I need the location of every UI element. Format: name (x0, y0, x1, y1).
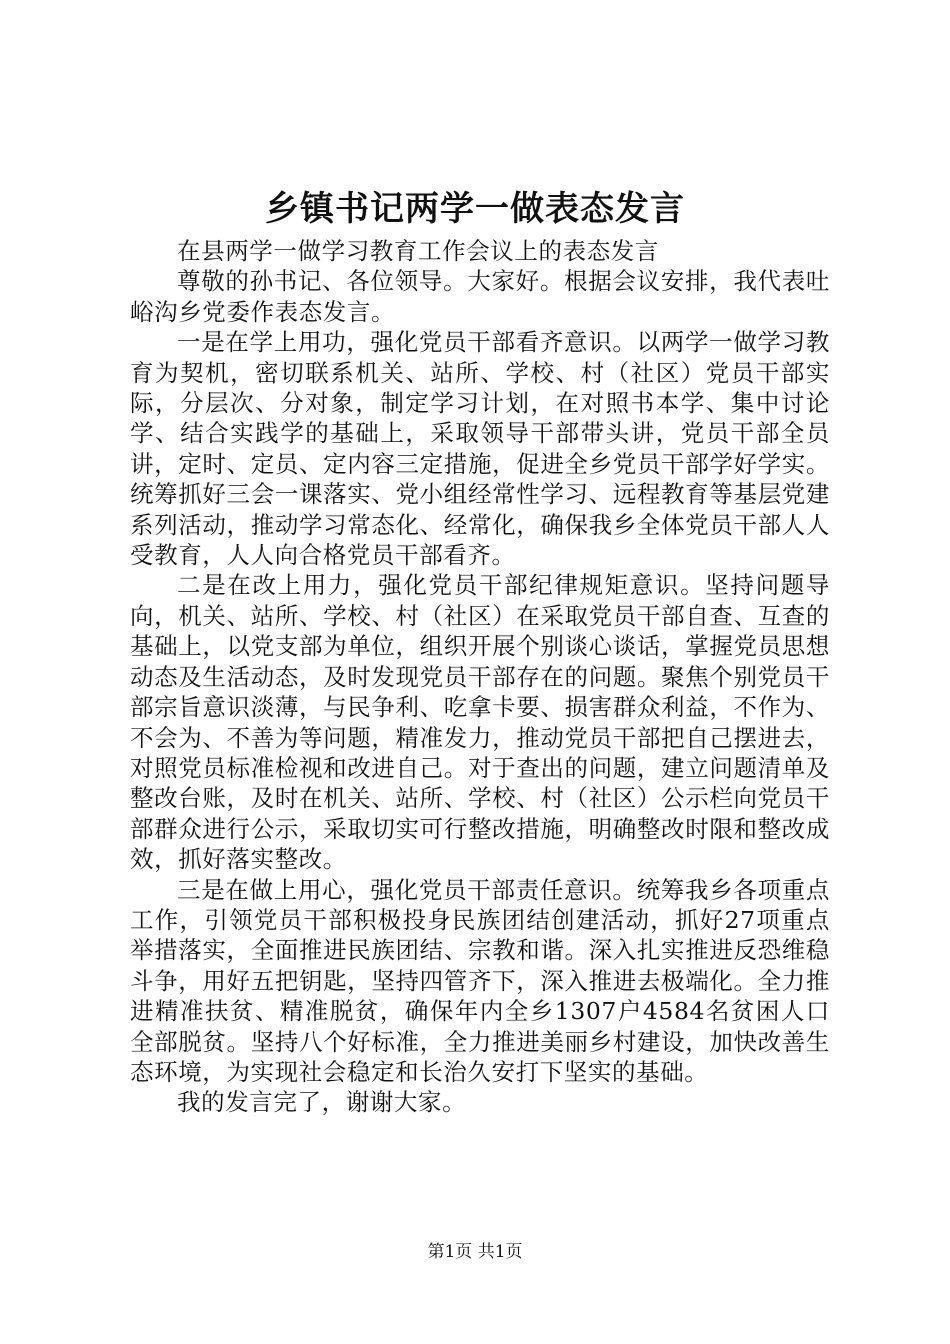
page-number-footer: 第1页 共1页 (427, 1242, 523, 1262)
paragraph-greeting: 尊敬的孙书记、各位领导。大家好。根据会议安排，我代表吐峪沟乡党委作表态发言。 (130, 267, 830, 326)
paragraph-closing: 我的发言完了，谢谢大家。 (177, 1088, 467, 1117)
paragraph-subtitle: 在县两学一做学习教育工作会议上的表态发言 (177, 237, 659, 265)
document-body (130, 236, 830, 1118)
paragraph-point-two: 二是在改上用力，强化党员干部纪律规矩意识。坚持问题导向，机关、站所、学校、村（社区）在采取党员干部自查、互查的基础上，以党支部为单位，组织开展个别谈心谈话，掌握党员思想动态及生活动态，及时发现党员干部存在的问题。聚焦个别党员干部宗旨意识淡薄，与民争利、吃拿卡要、损害群众利益，不作为、不会为、不善为等问题，精准发力，推动党员干部把自己摆进去，对照党员标准检视和改进自己。对于查出的问题，建立问题清单及整改台账，及时在机关、站所、学校、村（社区）公示栏向党员干部群众进行公示，采取切实可行整改措施，明确整改时限和整改成效，抓好落实整改。 (130, 571, 830, 874)
paragraph-point-one: 一是在学上用功，强化党员干部看齐意识。以两学一做学习教育为契机，密切联系机关、站所、学校、村（社区）党员干部实际，分层次、分对象，制定学习计划，在对照书本学、集中讨论学、结合实践学的基础上，采取领导干部带头讲，党员干部全员讲，定时、定员、定内容三定措施，促进全乡党员干部学好学实。统筹抓好三会一课落实、党小组经常性学习、远程教育等基层党建系列活动，推动学习常态化、经常化，确保我乡全体党员干部人人受教育，人人向合格党员干部看齐。 (130, 328, 830, 570)
paragraph-point-three: 三是在做上用心，强化党员干部责任意识。统筹我乡各项重点工作，引领党员干部积极投身民族团结创建活动，抓好27项重点举措落实，全面推进民族团结、宗教和谐。深入扎实推进反恐维稳斗争，用好五把钥匙，坚持四管齐下，深入推进去极端化。全力推进精准扶贫、精准脱贫，确保年内全乡1307户4584名贫困人口全部脱贫。坚持八个好标准，全力推进美丽乡村建设，加快改善生态环境，为实现社会稳定和长治久安打下坚实的基础。 (130, 875, 830, 1086)
document-title: 乡镇书记两学一做表态发言 (265, 189, 685, 229)
